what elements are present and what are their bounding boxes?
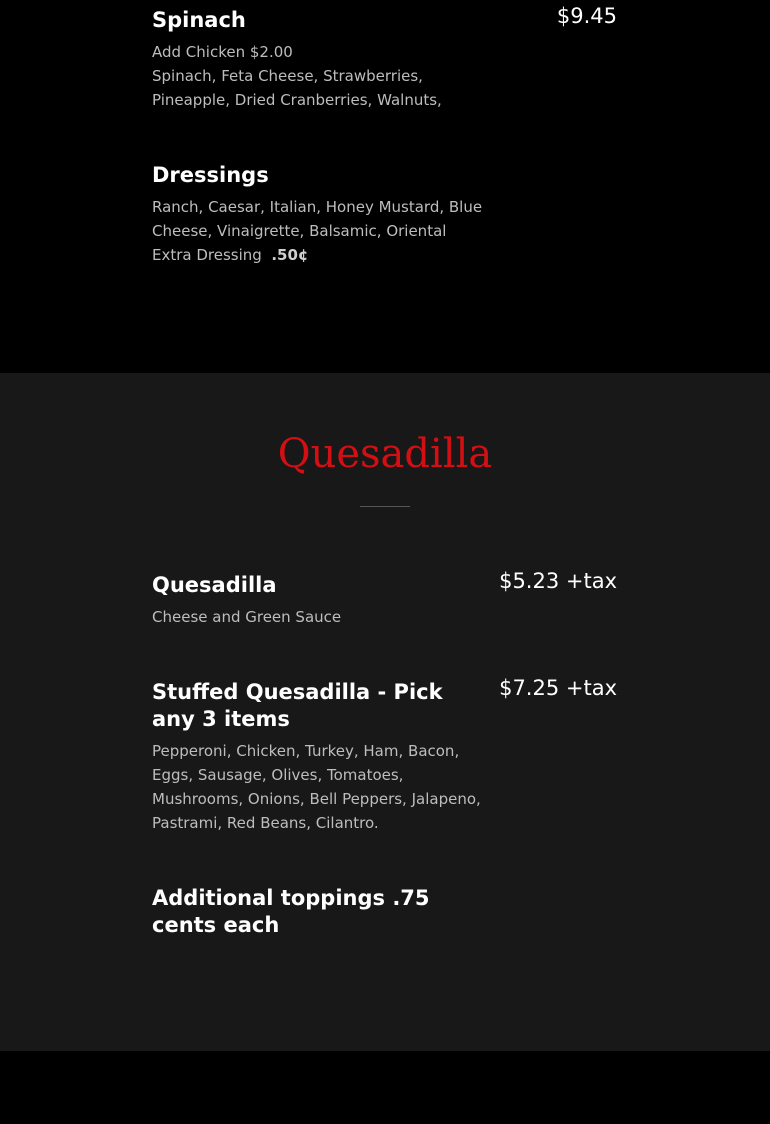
menu-item-additional-toppings: [152, 885, 617, 939]
item-price: $9.45: [556, 4, 617, 28]
item-price: $5.23 +tax: [499, 569, 617, 593]
item-description: Cheese and Green Sauce: [152, 608, 342, 626]
item-description: Pepperoni, Chicken, Turkey, Ham, Bacon, Eggs, Sausage, Olives, Tomatoes, Mushrooms, Onions, Bell Peppers, Jalapeno, Pastrami, Red Beans, Cilantro.: [152, 742, 481, 832]
extra-dressing-price: .50¢: [271, 246, 309, 264]
item-description: [152, 195, 492, 267]
item-name: Dressings: [152, 163, 269, 187]
salad-section: [0, 0, 770, 373]
item-description-line: Spinach, Feta Cheese, Strawberries, Pineapple, Dried Cranberries, Walnuts,: [152, 67, 442, 109]
item-description: [152, 40, 492, 112]
quesadilla-section: [0, 373, 770, 1051]
section-title: Quesadilla: [277, 431, 493, 477]
next-section: [0, 1051, 770, 1124]
menu-item-dressings: [152, 162, 617, 267]
item-name: Stuffed Quesadilla - Pick any 3 items: [152, 680, 443, 731]
item-name: Spinach: [152, 8, 246, 32]
menu-item-quesadilla: [152, 569, 617, 629]
item-name: Additional toppings .75 cents each: [152, 886, 430, 937]
item-description-line: Add Chicken $2.00: [152, 43, 293, 61]
item-name: Quesadilla: [152, 573, 277, 597]
extra-dressing-label: Extra Dressing: [152, 246, 262, 264]
section-divider: [360, 506, 410, 507]
menu-item-stuffed-quesadilla: [152, 676, 617, 835]
item-price: $7.25 +tax: [499, 676, 617, 700]
extra-dressing-line: [152, 243, 492, 267]
menu-item-spinach: [152, 4, 617, 112]
item-description-line: Ranch, Caesar, Italian, Honey Mustard, Blue Cheese, Vinaigrette, Balsamic, Oriental: [152, 198, 483, 240]
